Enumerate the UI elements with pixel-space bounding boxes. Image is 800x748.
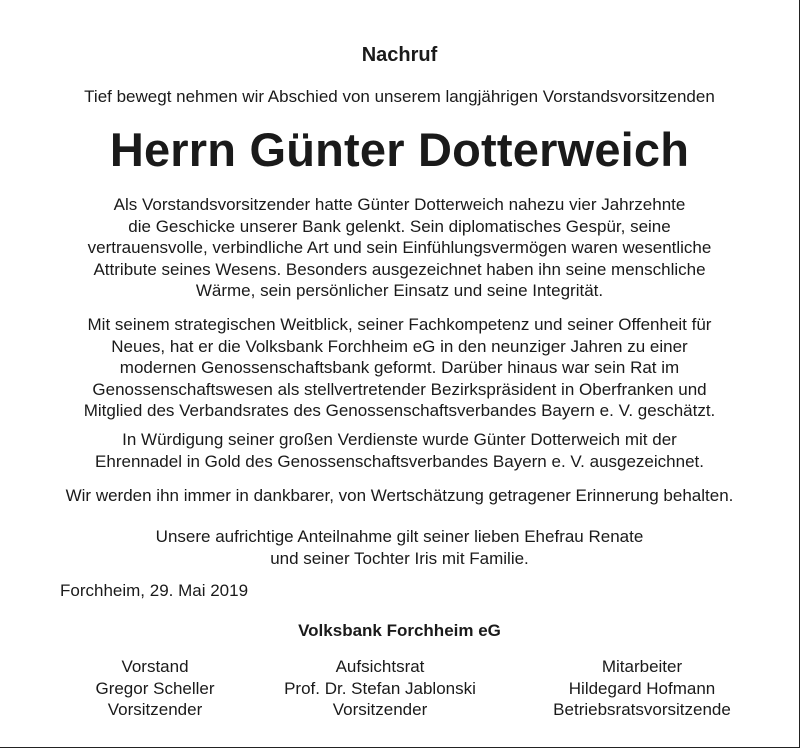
tribute-paragraph-2: [40, 314, 759, 422]
signatory-role: Betriebsratsvorsitzende: [553, 700, 731, 719]
tribute-paragraph-4: [40, 485, 759, 507]
signatory-role: Vorsitzender: [332, 700, 428, 719]
signatory-group: Vorstand: [121, 657, 189, 676]
tribute-paragraph-3: [40, 429, 759, 472]
text-line: Mitglied des Verbandsrates des Genossenschaftsverbandes Bayern e. V. geschätzt.: [83, 401, 716, 420]
signatory-group: Aufsichtsrat: [335, 657, 425, 676]
text-line: modernen Genossenschaftsbank geformt. Darüber hinaus war sein Rat im: [119, 358, 680, 377]
text-line: Unsere aufrichtige Anteilnahme gilt seiner lieben Ehefrau Renate: [155, 527, 644, 546]
text-line: vertrauensvolle, verbindliche Art und sein Einfühlungsvermögen waren wesentliche: [87, 238, 712, 257]
text-line: Ehrennadel in Gold des Genossenschaftsverbandes Bayern e. V. ausgezeichnet.: [95, 451, 704, 471]
text-line: Als Vorstandsvorsitzender hatte Günter Dotterweich nahezu vier Jahrzehnte: [113, 195, 686, 214]
text-line: Attribute seines Wesens. Besonders ausgezeichnet haben ihn seine menschliche: [93, 259, 706, 279]
signatory-board: [25, 656, 285, 721]
tribute-paragraph-1: [40, 194, 759, 302]
text-line: und seiner Tochter Iris mit Familie.: [270, 548, 529, 568]
condolence-paragraph: [40, 526, 759, 569]
signatory-group: Mitarbeiter: [601, 657, 683, 676]
organization-name: Volksbank Forchheim eG: [298, 621, 501, 640]
signatory-employees: [512, 656, 772, 721]
dateline: Forchheim, 29. Mai 2019: [60, 581, 249, 600]
text-line: die Geschicke unserer Bank gelenkt. Sein diplomatisches Gespür, seine: [128, 216, 671, 236]
text-line: Mit seinem strategischen Weitblick, seiner Fachkompetenz und seiner Offenheit für: [87, 315, 712, 334]
signatory-name: Prof. Dr. Stefan Jablonski: [284, 678, 476, 698]
deceased-name: Herrn Günter Dotterweich: [109, 123, 690, 176]
text-line: Neues, hat er die Volksbank Forchheim eG in den neunziger Jahren zu einer: [111, 336, 688, 356]
text-line: Wir werden ihn immer in dankbarer, von Wertschätzung getragener Erinnerung behalten.: [65, 486, 734, 505]
text-line: In Würdigung seiner großen Verdienste wurde Günter Dotterweich mit der: [122, 430, 677, 449]
text-line: Wärme, sein persönlicher Einsatz und seine Integrität.: [195, 281, 604, 300]
text-line: Genossenschaftswesen als stellvertretender Bezirkspräsident in Oberfranken und: [92, 379, 707, 399]
intro-line: Tief bewegt nehmen wir Abschied von unserem langjährigen Vorstandsvorsitzenden: [84, 87, 715, 106]
signatory-role: Vorsitzender: [107, 700, 203, 719]
signatory-name: Hildegard Hofmann: [568, 678, 716, 698]
notice-heading: Nachruf: [361, 44, 438, 66]
signatory-name: Gregor Scheller: [95, 678, 215, 698]
signatory-supervisory-board: [250, 656, 510, 721]
